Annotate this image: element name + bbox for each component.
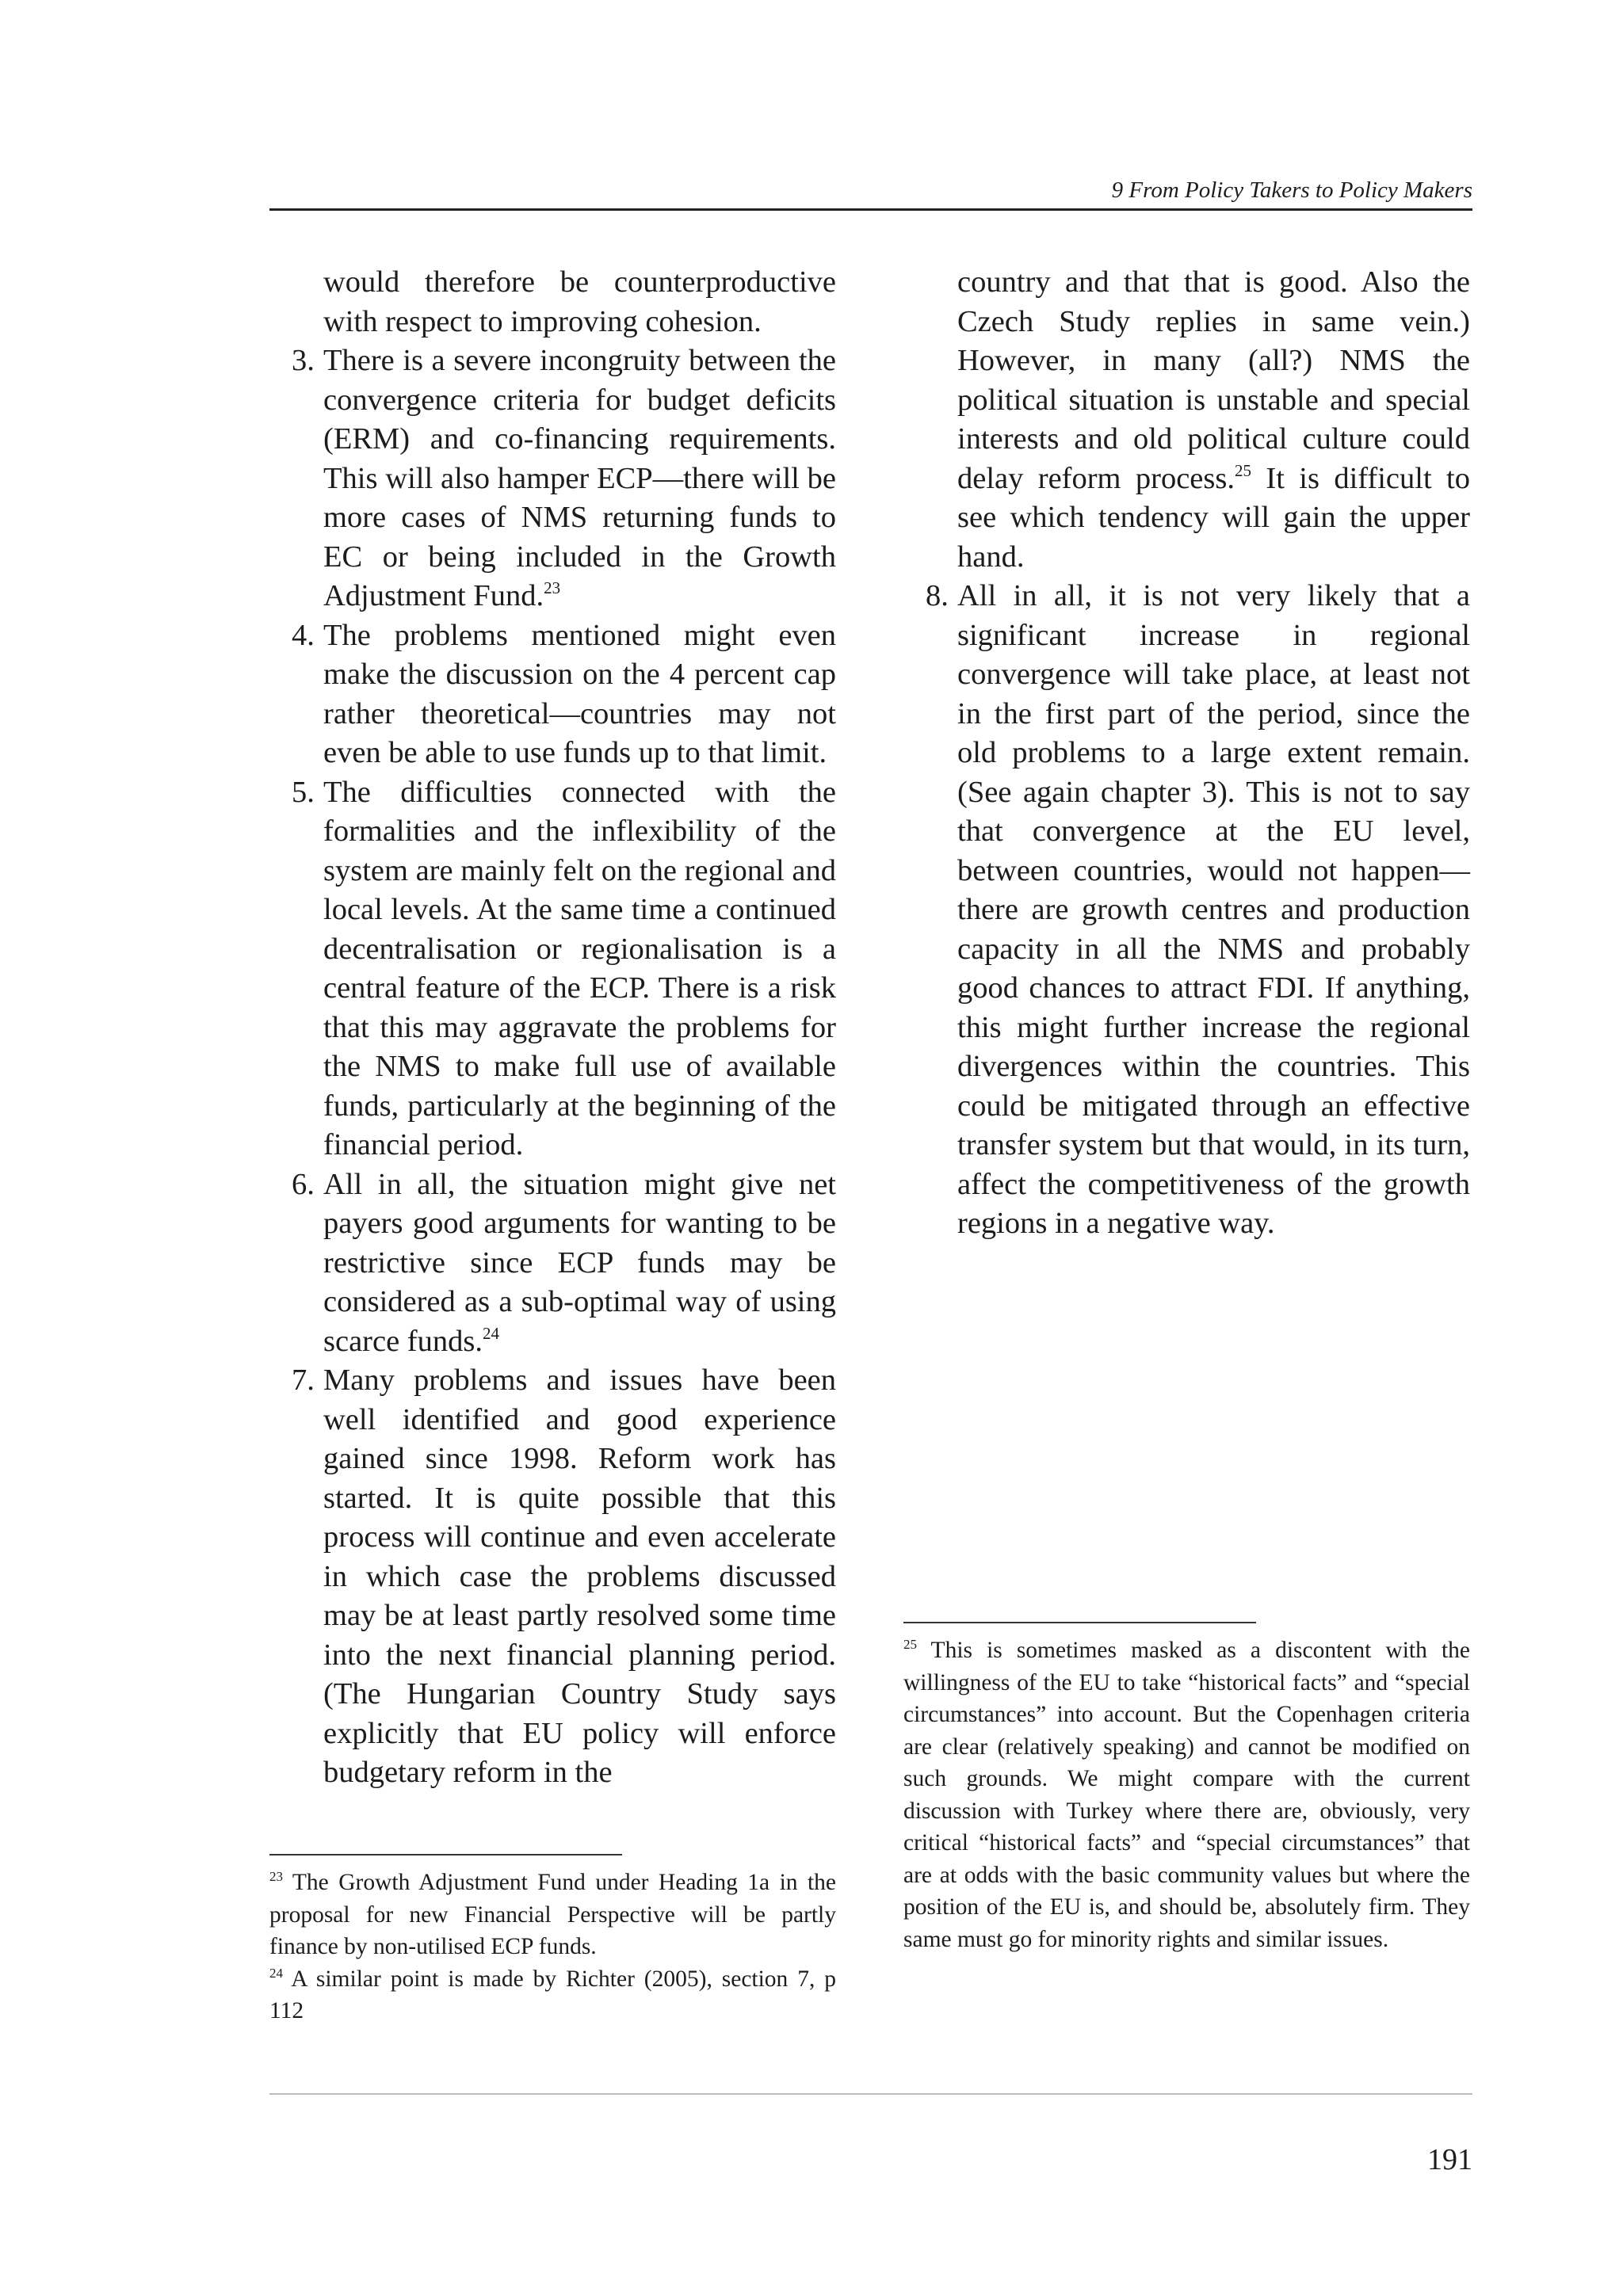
list-item-3 (269, 341, 836, 616)
footnote-rule-left (269, 1854, 622, 1855)
footnote-25 (903, 1634, 1470, 1955)
list-number: 5. (292, 775, 315, 809)
continuation-text: country and that that is good. Also the Czech Study replies in same vein.) However, in many (all?) NMS the political situation is unstable and special interests and old political culture could delay reform process. (957, 265, 1470, 495)
list-item-8 (903, 577, 1470, 1244)
list-number: 6. (292, 1167, 315, 1201)
list-text: There is a severe incongruity between the convergence criteria for budget deficits (ERM) and co-financing requirements. This will also hamper ECP—there will be more cases of NMS returning funds to EC or being included in the Growth Adjustment Fund. (323, 344, 836, 612)
footnote-ref-23[interactable]: 23 (544, 578, 561, 597)
continuation-text-end: It is difficult to see which tendency will gain the upper hand. (957, 461, 1470, 574)
list-item-4 (269, 616, 836, 773)
footnote-number: 23 (269, 1869, 283, 1884)
footnotes-left (269, 1867, 836, 2027)
footnote-ref-25[interactable]: 25 (1234, 460, 1251, 480)
list-number: 8. (926, 579, 949, 612)
right-continuation (903, 263, 1470, 577)
left-column (269, 263, 836, 1793)
footnote-rule-right (903, 1622, 1256, 1623)
footnotes-right (903, 1634, 1470, 1955)
list-item-5 (269, 773, 836, 1165)
list-text: Many problems and issues have been well identified and good experience gained since 1998. Reform work has started. It is quite possible that this process will continue and even accelerate in which case the problems discussed may be at least partly resolved some time into the next financial planning period. (The Hungarian Country Study says explicitly that EU policy will enforce budgetary reform in the (323, 1363, 836, 1789)
list-text: All in all, it is not very likely that a significant increase in regional convergence will take place, at least not in the first part of the period, since the old problems to a large extent remain. (See again chapter 3). This is not to say that convergence at the EU level, between countries, would not happen—there are growth centres and production capacity in all the NMS and probably good chances to attract FDI. If anything, this might further increase the regional divergences within the countries. This could be mitigated through an effective transfer system but that would, in its turn, affect the competitiveness of the growth regions in a negative way. (957, 579, 1470, 1240)
left-continuation: would therefore be counterproductive with respect to improving cohesion. (323, 265, 836, 338)
list-number: 4. (292, 618, 315, 652)
footnote-number: 25 (903, 1637, 917, 1652)
list-text: All in all, the situation might give net payers good arguments for wanting to be restrictive since ECP funds may be considered as a sub-optimal way of using scarce funds. (323, 1167, 836, 1358)
list-number: 7. (292, 1363, 315, 1397)
list-text: The problems mentioned might even make the discussion on the 4 percent cap rather theoretical—countries may not even be able to use funds up to that limit. (323, 618, 836, 769)
footnote-text: The Growth Adjustment Fund under Heading 1a in the proposal for new Financial Perspective will be partly finance by non-utilised ECP funds. (269, 1870, 836, 1959)
list-text: The difficulties connected with the formalities and the inflexibility of the system are mainly felt on the regional and local levels. At the same time a continued decentralisation or regionalisation is a central feature of the ECP. There is a risk that this may aggravate the problems for the NMS to make full use of available funds, particularly at the beginning of the financial period. (323, 775, 836, 1161)
footnote-24 (269, 1963, 836, 2027)
footnote-number: 24 (269, 1965, 283, 1981)
footnote-ref-24[interactable]: 24 (482, 1323, 499, 1343)
list-number: 3. (292, 344, 315, 377)
running-title: 9 From Policy Takers to Policy Makers (1111, 177, 1472, 203)
footnote-text: This is sometimes masked as a discontent with the willingness of the EU to take “historical facts” and “special circumstances” into account. But the Copenhagen criteria are clear (relatively speaking) and cannot be modified on such grounds. We might compare with the current discussion with Turkey where there are, obviously, very critical “historical facts” and “special circumstances” that are at odds with the basic community values but where the position of the EU is, and should be, absolutely firm. They same must go for minority rights and similar issues. (903, 1638, 1470, 1952)
footnote-text: A similar point is made by Richter (2005), section 7, p 112 (269, 1966, 836, 2023)
page-number: 191 (1427, 2143, 1472, 2176)
list-item-6 (269, 1165, 836, 1362)
right-column (903, 263, 1470, 1244)
footer-rule (269, 2093, 1472, 2095)
list-item-7 (269, 1361, 836, 1793)
header-rule (269, 208, 1472, 211)
footnote-23 (269, 1867, 836, 1963)
